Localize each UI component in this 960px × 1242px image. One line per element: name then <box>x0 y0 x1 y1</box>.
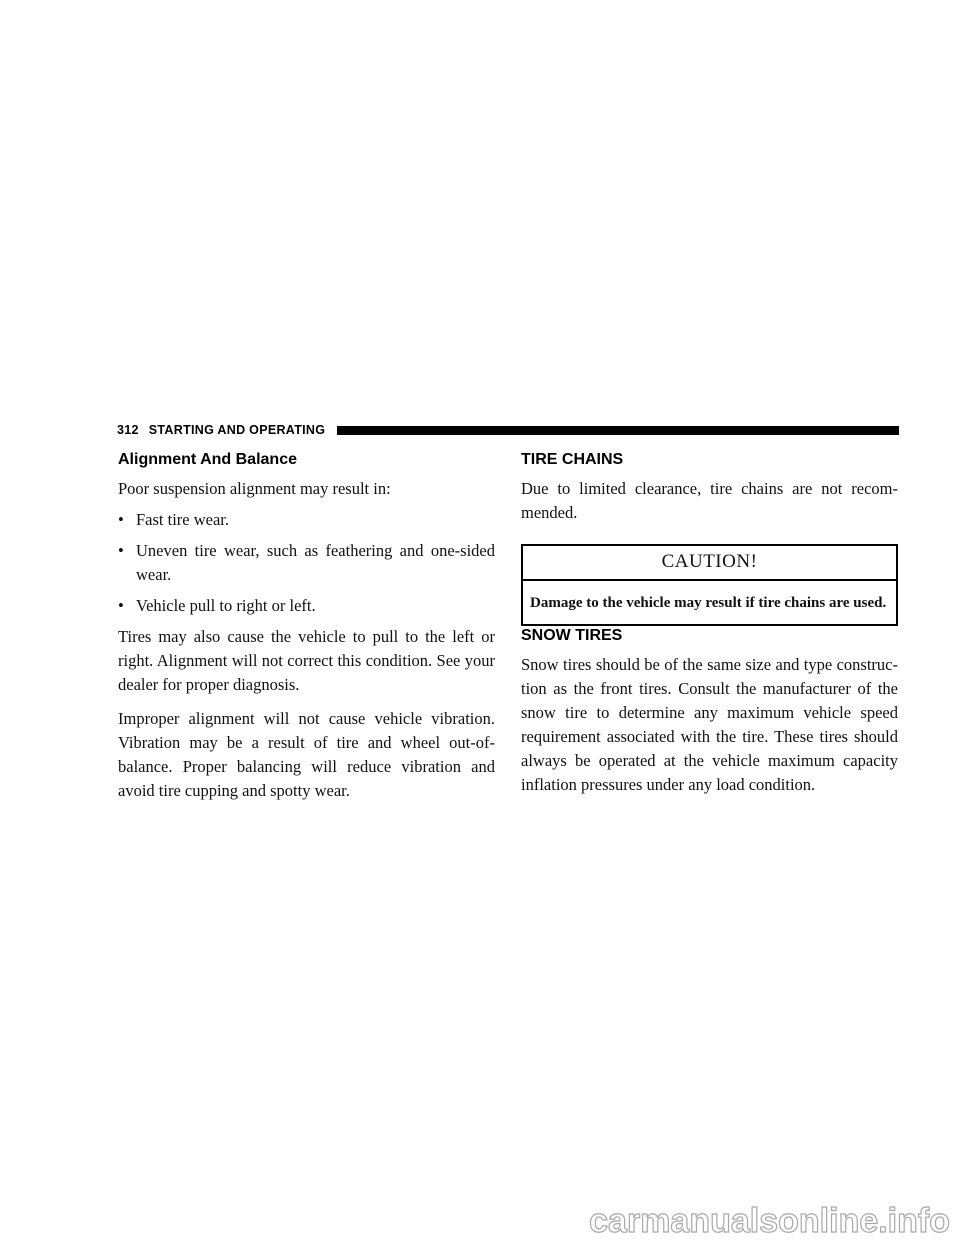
header-rule <box>337 426 899 435</box>
alignment-paragraph-1: Tires may also cause the vehicle to pull to the left or right. Alignment will not correct this condition. See your dealer for proper diagnosis. <box>118 627 495 694</box>
watermark-text: carmanualsonline.info <box>589 1202 950 1240</box>
left-column <box>118 450 495 803</box>
caution-box <box>521 544 898 626</box>
caution-title: CAUTION! <box>523 546 896 581</box>
list-item <box>118 539 495 587</box>
bullet-icon: • <box>118 510 124 529</box>
list-item <box>118 594 495 618</box>
right-column <box>521 450 898 797</box>
alignment-heading: Alignment And Balance <box>118 451 297 468</box>
bullet-text: Vehicle pull to right or left. <box>136 596 316 615</box>
alignment-bullet-list <box>118 508 495 618</box>
list-item <box>118 508 495 532</box>
bullet-text: Fast tire wear. <box>136 510 230 529</box>
bullet-icon: • <box>118 541 124 560</box>
page-number: 312 <box>117 423 139 437</box>
snow-tires-heading: SNOW TIRES <box>521 627 623 644</box>
snow-tires-text: Snow tires should be of the same size and type construc-tion as the front tires. Consult the manufacturer of the snow tire to determine any maximum vehicle speed requirement associated with the tire. These tires should always be operated at the vehicle maximum capacity inflation pressures under any load condition. <box>521 655 898 794</box>
bullet-text: Uneven tire wear, such as feathering and one-sided wear. <box>136 541 495 584</box>
tire-chains-text: Due to limited clearance, tire chains are not recom-mended. <box>521 479 898 522</box>
section-title: STARTING AND OPERATING <box>148 423 326 437</box>
caution-text: Damage to the vehicle may result if tire chains are used. <box>530 595 887 611</box>
page-header <box>117 422 899 438</box>
alignment-intro: Poor suspension alignment may result in: <box>118 479 391 498</box>
tire-chains-heading: TIRE CHAINS <box>521 451 624 468</box>
alignment-paragraph-2: Improper alignment will not cause vehicle vibration. Vibration may be a result of tire and wheel out-of-balance. Proper balancing will reduce vibration and avoid tire cupping and spotty wear. <box>118 709 495 800</box>
bullet-icon: • <box>118 596 124 615</box>
